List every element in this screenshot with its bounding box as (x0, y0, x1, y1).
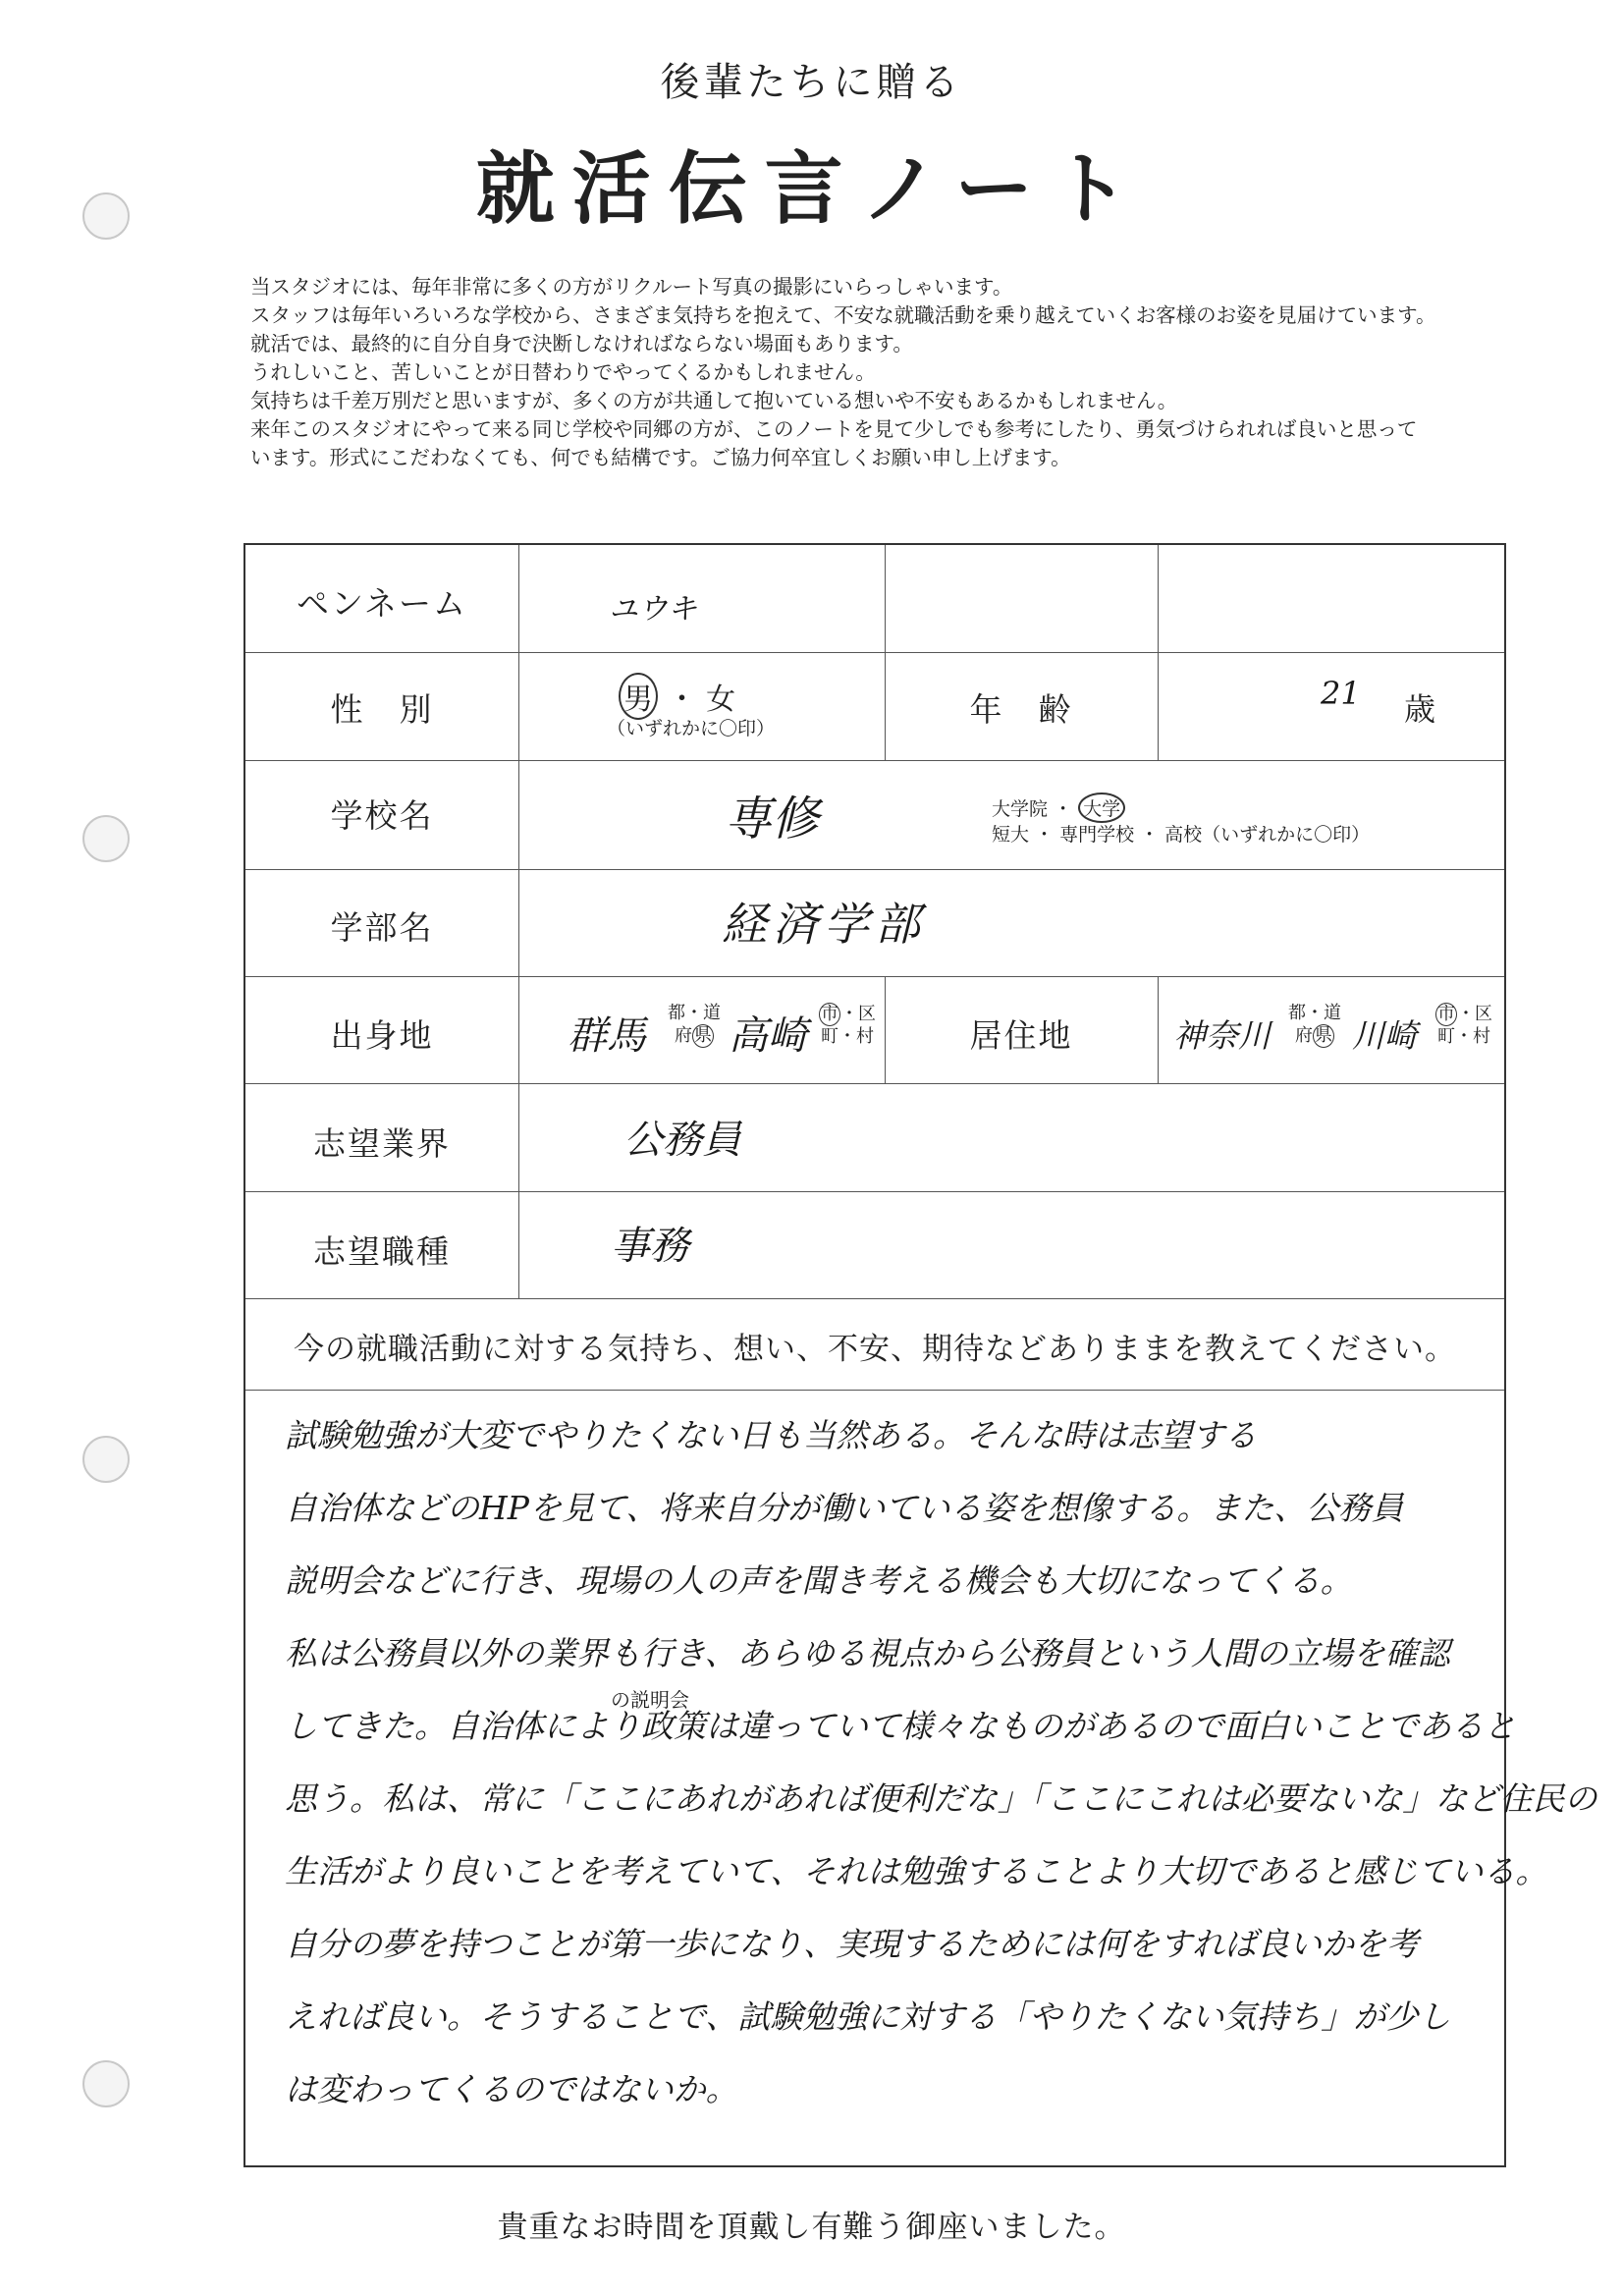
answer-line: 説明会などに行き、現場の人の声を聞き考える機会も大切になってくる。 (285, 1561, 1353, 1600)
pen-name-value: ユウキ (609, 592, 697, 627)
intro-line: スタッフは毎年いろいろな学校から、さまざま気持ちを抱えて、不安な就職活動を乗り越えていくお客様のお姿を見届けています。 (250, 303, 1436, 327)
residence-prefecture: 神奈川 (1173, 1016, 1271, 1055)
residence-label: 居住地 (969, 1016, 1073, 1055)
question-text: 今の就職活動に対する気持ち、想い、不安、期待などありままを教えてください。 (294, 1332, 1456, 1367)
intro-text (250, 273, 1586, 472)
gender-male-selected: 男 (619, 673, 658, 720)
residence-pref-suffix: 都・道 府 県 (1288, 1003, 1341, 1046)
hometown-pref-suffix: 都・道 府 県 (668, 1003, 721, 1046)
school-label: 学校名 (330, 796, 434, 835)
school-options-line1: 大学院 ・ 大学 (992, 793, 1125, 823)
residence-city: 川崎 (1352, 1016, 1417, 1055)
school-selected: 大学 (1078, 793, 1125, 823)
intro-line: 気持ちは千差万別だと思いますが、多くの方が共通して抱いている想いや不安もあるかもしれません。 (250, 389, 1178, 412)
age-label: 年 齢 (969, 690, 1073, 729)
gender-note: （いずれかに〇印） (607, 718, 776, 739)
answer-line: えれば良い。そうすることで、試験勉強に対する「やりたくない気持ち」が少し (285, 1997, 1451, 2036)
answer-text (285, 1399, 1597, 2126)
gender-separator: ・ (667, 683, 697, 717)
message-form (243, 543, 1597, 2167)
page-title: 就活伝言ノート (475, 143, 1148, 235)
insert-note: の説明会 (611, 1688, 689, 1712)
hometown-city: 高崎 (729, 1013, 807, 1059)
faculty-value: 経済学部 (722, 898, 926, 951)
age-unit: 歳 (1404, 690, 1436, 728)
industry-value: 公務員 (623, 1118, 741, 1163)
age-value: 21 (1321, 675, 1361, 712)
answer-line: 試験勉強が大変でやりたくない日も当然ある。そんな時は志望する (285, 1416, 1257, 1454)
punch-hole (82, 1436, 130, 1483)
job-type-label: 志望職種 (313, 1232, 451, 1271)
hometown-label: 出身地 (330, 1016, 434, 1055)
pen-name-label: ペンネーム (296, 584, 467, 623)
gender-female: 女 (706, 683, 736, 717)
gender-label: 性 別 (330, 690, 434, 729)
answer-line: 生活がより良いことを考えていて、それは勉強することより大切であると感じている。 (285, 1852, 1548, 1890)
footer-thanks: 貴重なお時間を頂戴し有難う御座いました。 (497, 2210, 1126, 2245)
answer-line: 思う。私は、常に「ここにあれがあれば便利だな」「ここにこれは必要ないな」など住民の (285, 1779, 1597, 1818)
industry-label: 志望業界 (313, 1124, 451, 1163)
hometown-city-suffix: 市 ・区 町・村 (821, 1004, 876, 1047)
intro-line: 就活では、最終的に自分自身で決断しなければならない場面もあります。 (250, 332, 913, 355)
answer-line: 私は公務員以外の業界も行き、あらゆる視点から公務員という人間の立場を確認 (285, 1634, 1450, 1672)
intro-line: 当スタジオには、毎年非常に多くの方がリクルート写真の撮影にいらっしゃいます。 (250, 275, 1013, 299)
faculty-label: 学部名 (330, 908, 434, 947)
answer-line: 自治体などのHPを見て、将来自分が働いている姿を想像する。また、公務員 (285, 1489, 1404, 1527)
hometown-prefecture: 群馬 (568, 1013, 646, 1059)
answer-line: 自分の夢を持つことが第一歩になり、実現するためには何をすれば良いかを考 (285, 1925, 1419, 1963)
answer-line: してきた。自治体により政策は違っていて様々なものがあるので面白いことであると (285, 1707, 1516, 1745)
residence-city-suffix: 市 ・区 町・村 (1437, 1004, 1492, 1047)
job-type-value: 事務 (611, 1224, 689, 1269)
intro-line: います。形式にこだわなくても、何でも結構です。ご協力何卒宜しくお願い申し上げます。 (250, 446, 1071, 469)
punch-hole (82, 815, 130, 862)
intro-line: うれしいこと、苦しいことが日替わりでやってくるかもしれません。 (250, 360, 876, 384)
school-value: 専修 (725, 792, 820, 847)
intro-line: 来年このスタジオにやって来る同じ学校や同郷の方が、このノートを見て少しでも参考にしたり、勇気づけられれば良いと思って (250, 417, 1418, 441)
gender-options (619, 673, 735, 720)
punch-hole (82, 2060, 130, 2107)
page-subtitle: 後輩たちに贈る (660, 60, 963, 105)
school-options-line2: 短大 ・ 専門学校 ・ 高校（いずれかに〇印） (992, 824, 1371, 846)
answer-line: は変わってくるのではないか。 (285, 2070, 738, 2108)
